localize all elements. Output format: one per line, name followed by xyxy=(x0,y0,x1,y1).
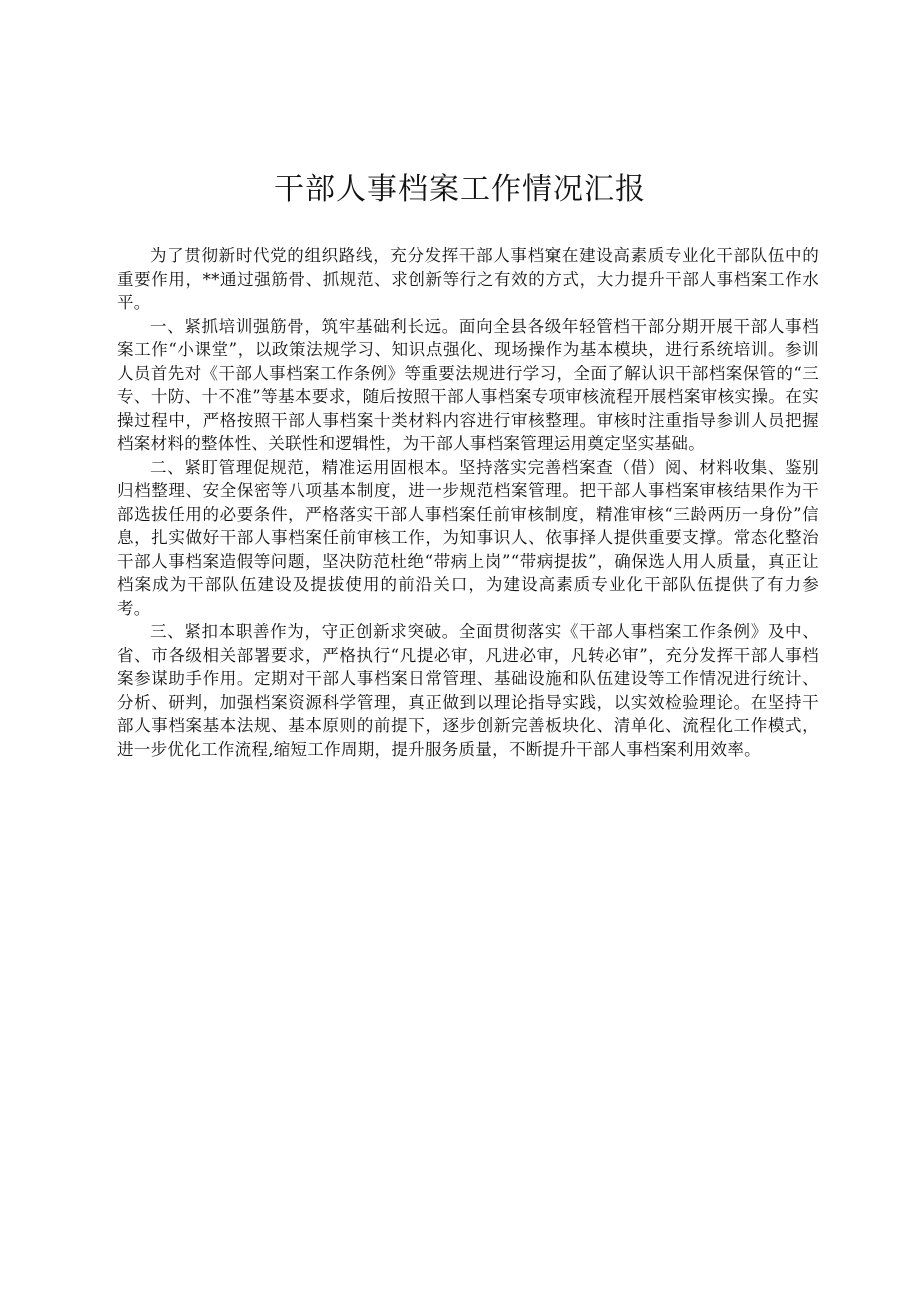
section-1-paragraph: 一、紧抓培训强筋骨，筑牢基础利长远。面向全县各级年轻管档干部分期开展干部人事档案工作“小课堂”，以政策法规学习、知识点强化、现场操作为基本模块，进行系统培训。参训人员首先对《干部人事档案工作条例》等重要法规进行学习，全面了解认识干部档案保管的“三专、十防、十不准”等基本要求，随后按照干部人事档案专项审核流程开展档案审核实操。在实操过程中，严格按照干部人事档案十类材料内容进行审核整理。审核时注重指导参训人员把握档案材料的整体性、关联性和逻辑性，为干部人事档案管理运用奠定坚实基础。 xyxy=(117,316,819,453)
intro-paragraph: 为了贯彻新时代党的组织路线，充分发挥干部人事档窠在建设高素质专业化干部队伍中的重要作用，**通过强筋骨、抓规范、求创新等行之有效的方式，大力提升干部人事档案工作水平。 xyxy=(117,246,819,312)
document-title: 干部人事档案工作情况汇报 xyxy=(274,172,646,207)
document-body xyxy=(117,244,819,761)
section-3-paragraph: 三、紧扣本职善作为，守正创新求突破。全面贯彻落实《干部人事档案工作条例》及中、省、市各级相关部署要求，严格执行“凡提必审，凡进必审，凡转必审”，充分发挥干部人事档案参谋助手作用。定期对干部人事档案日常管理、基础设施和队伍建设等工作情况进行统计、分析、研判，加强档案资源科学管理，真正做到以理论指导实践，以实效检验理论。在坚持干部人事档案基本法规、基本原则的前提下，逐步创新完善板块化、清单化、流程化工作模式，进一步优化工作流程,缩短工作周期，提升服务质量，不断提升干部人事档案利用效率。 xyxy=(117,622,819,759)
section-2-paragraph: 二、紧盯管理促规范，精准运用固根本。坚持落实完善档案查（借）阅、材料收集、鉴别归档整理、安全保密等八项基本制度，进一步规范档案管理。把干部人事档案审核结果作为干部选拔任用的必要条件，严格落实干部人事档案任前审核制度，精准审核“三龄两历一身份”信息，扎实做好干部人事档案任前审核工作，为知事识人、依事择人提供重要支撑。常态化整治干部人事档案造假等问题，坚决防范杜绝“带病上岗”“带病提拔”，确保选人用人质量，真正让档案成为干部队伍建设及提拔使用的前沿关口，为建设高素质专业化干部队伍提供了有力参考。 xyxy=(117,457,819,618)
